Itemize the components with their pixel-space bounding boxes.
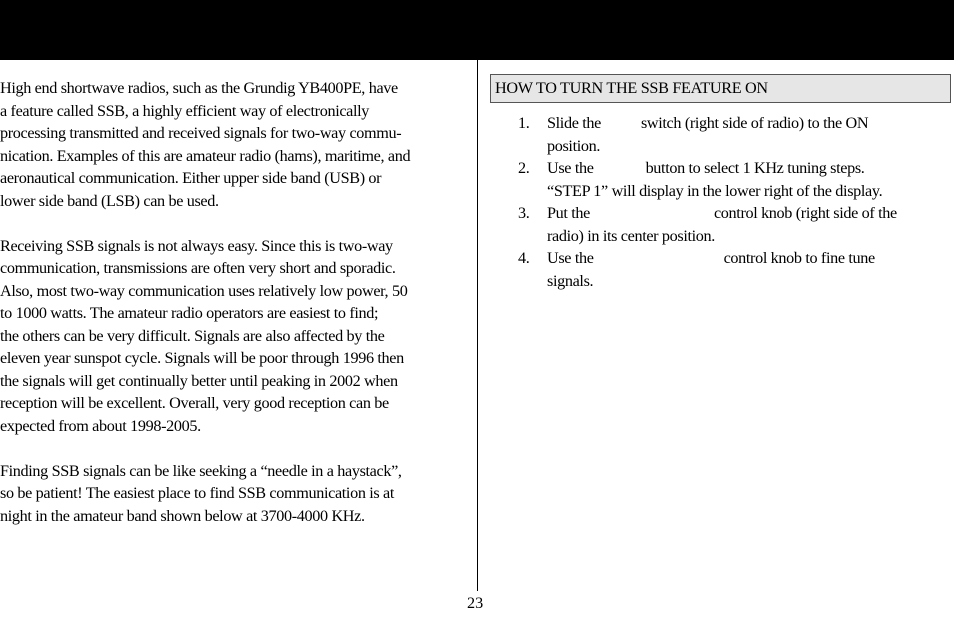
text-line: the signals will get continually better until peaking in 2002 when: [0, 371, 398, 390]
text-line: communication, transmissions are often very short and sporadic.: [0, 259, 396, 277]
text-line: eleven year sunspot cycle. Signals will be poor through 1996 then: [0, 349, 404, 367]
text-line: Also, most two-way communication uses relatively low power, 50: [0, 281, 408, 300]
step-text-post: button to select 1 KHz tuning steps.: [645, 159, 865, 177]
text-line: expected from about 1998-2005.: [0, 416, 201, 435]
page-number: 23: [467, 594, 484, 612]
step-text-post: control knob (right side of the: [713, 204, 897, 222]
text-line: nication. Examples of this are amateur radio (hams), maritime, and: [0, 146, 411, 165]
step-item: [518, 202, 948, 247]
step-number: 4.: [518, 249, 530, 267]
text-line: so be patient! The easiest place to find SSB communication is at: [0, 484, 395, 502]
text-line: the others can be very difficult. Signals are also affected by the: [0, 326, 385, 345]
text-line: night in the amateur band shown below at 3700-4000 KHz.: [0, 506, 365, 525]
step-number: 2.: [518, 159, 530, 177]
step-text-post: control knob to fine tune: [723, 249, 875, 267]
text-line: Receiving SSB signals is not always easy. Since this is two-way: [0, 236, 393, 255]
step-item: [518, 157, 948, 202]
header-bar: [0, 0, 954, 60]
reception-paragraph: [0, 235, 468, 438]
text-line: reception will be excellent. Overall, very good reception can be: [0, 394, 389, 412]
column-divider: [477, 60, 478, 591]
step-text-pre: Use the: [547, 159, 594, 177]
intro-paragraph: [0, 77, 468, 212]
step-text-post: switch (right side of radio) to the ON: [640, 114, 869, 132]
step-text-pre: Slide the: [547, 114, 601, 132]
step-text-cont: radio) in its center position.: [547, 226, 715, 245]
text-line: to 1000 watts. The amateur radio operators are easiest to find;: [0, 304, 379, 322]
step-number: 3.: [518, 204, 530, 222]
text-line: lower side band (LSB) can be used.: [0, 191, 219, 210]
section-title: HOW TO TURN THE SSB FEATURE ON: [490, 74, 951, 103]
step-text-cont: position.: [547, 136, 601, 155]
left-column: [0, 77, 468, 550]
step-text-cont: “STEP 1” will display in the lower right of the display.: [547, 181, 883, 200]
step-text-pre: Put the: [547, 204, 590, 222]
instruction-steps: [518, 112, 948, 292]
step-text-pre: Use the: [547, 249, 594, 267]
step-number: 1.: [518, 114, 530, 132]
text-line: Finding SSB signals can be like seeking a “needle in a haystack”,: [0, 461, 402, 480]
finding-paragraph: [0, 460, 468, 528]
text-line: processing transmitted and received signals for two-way commu-: [0, 124, 402, 142]
step-item: [518, 247, 948, 292]
text-line: High end shortwave radios, such as the Grundig YB400PE, have: [0, 79, 398, 97]
text-line: a feature called SSB, a highly efficient way of electronically: [0, 101, 370, 120]
step-text-cont: signals.: [547, 271, 594, 290]
text-line: aeronautical communication. Either upper side band (USB) or: [0, 169, 382, 187]
step-item: [518, 112, 948, 157]
